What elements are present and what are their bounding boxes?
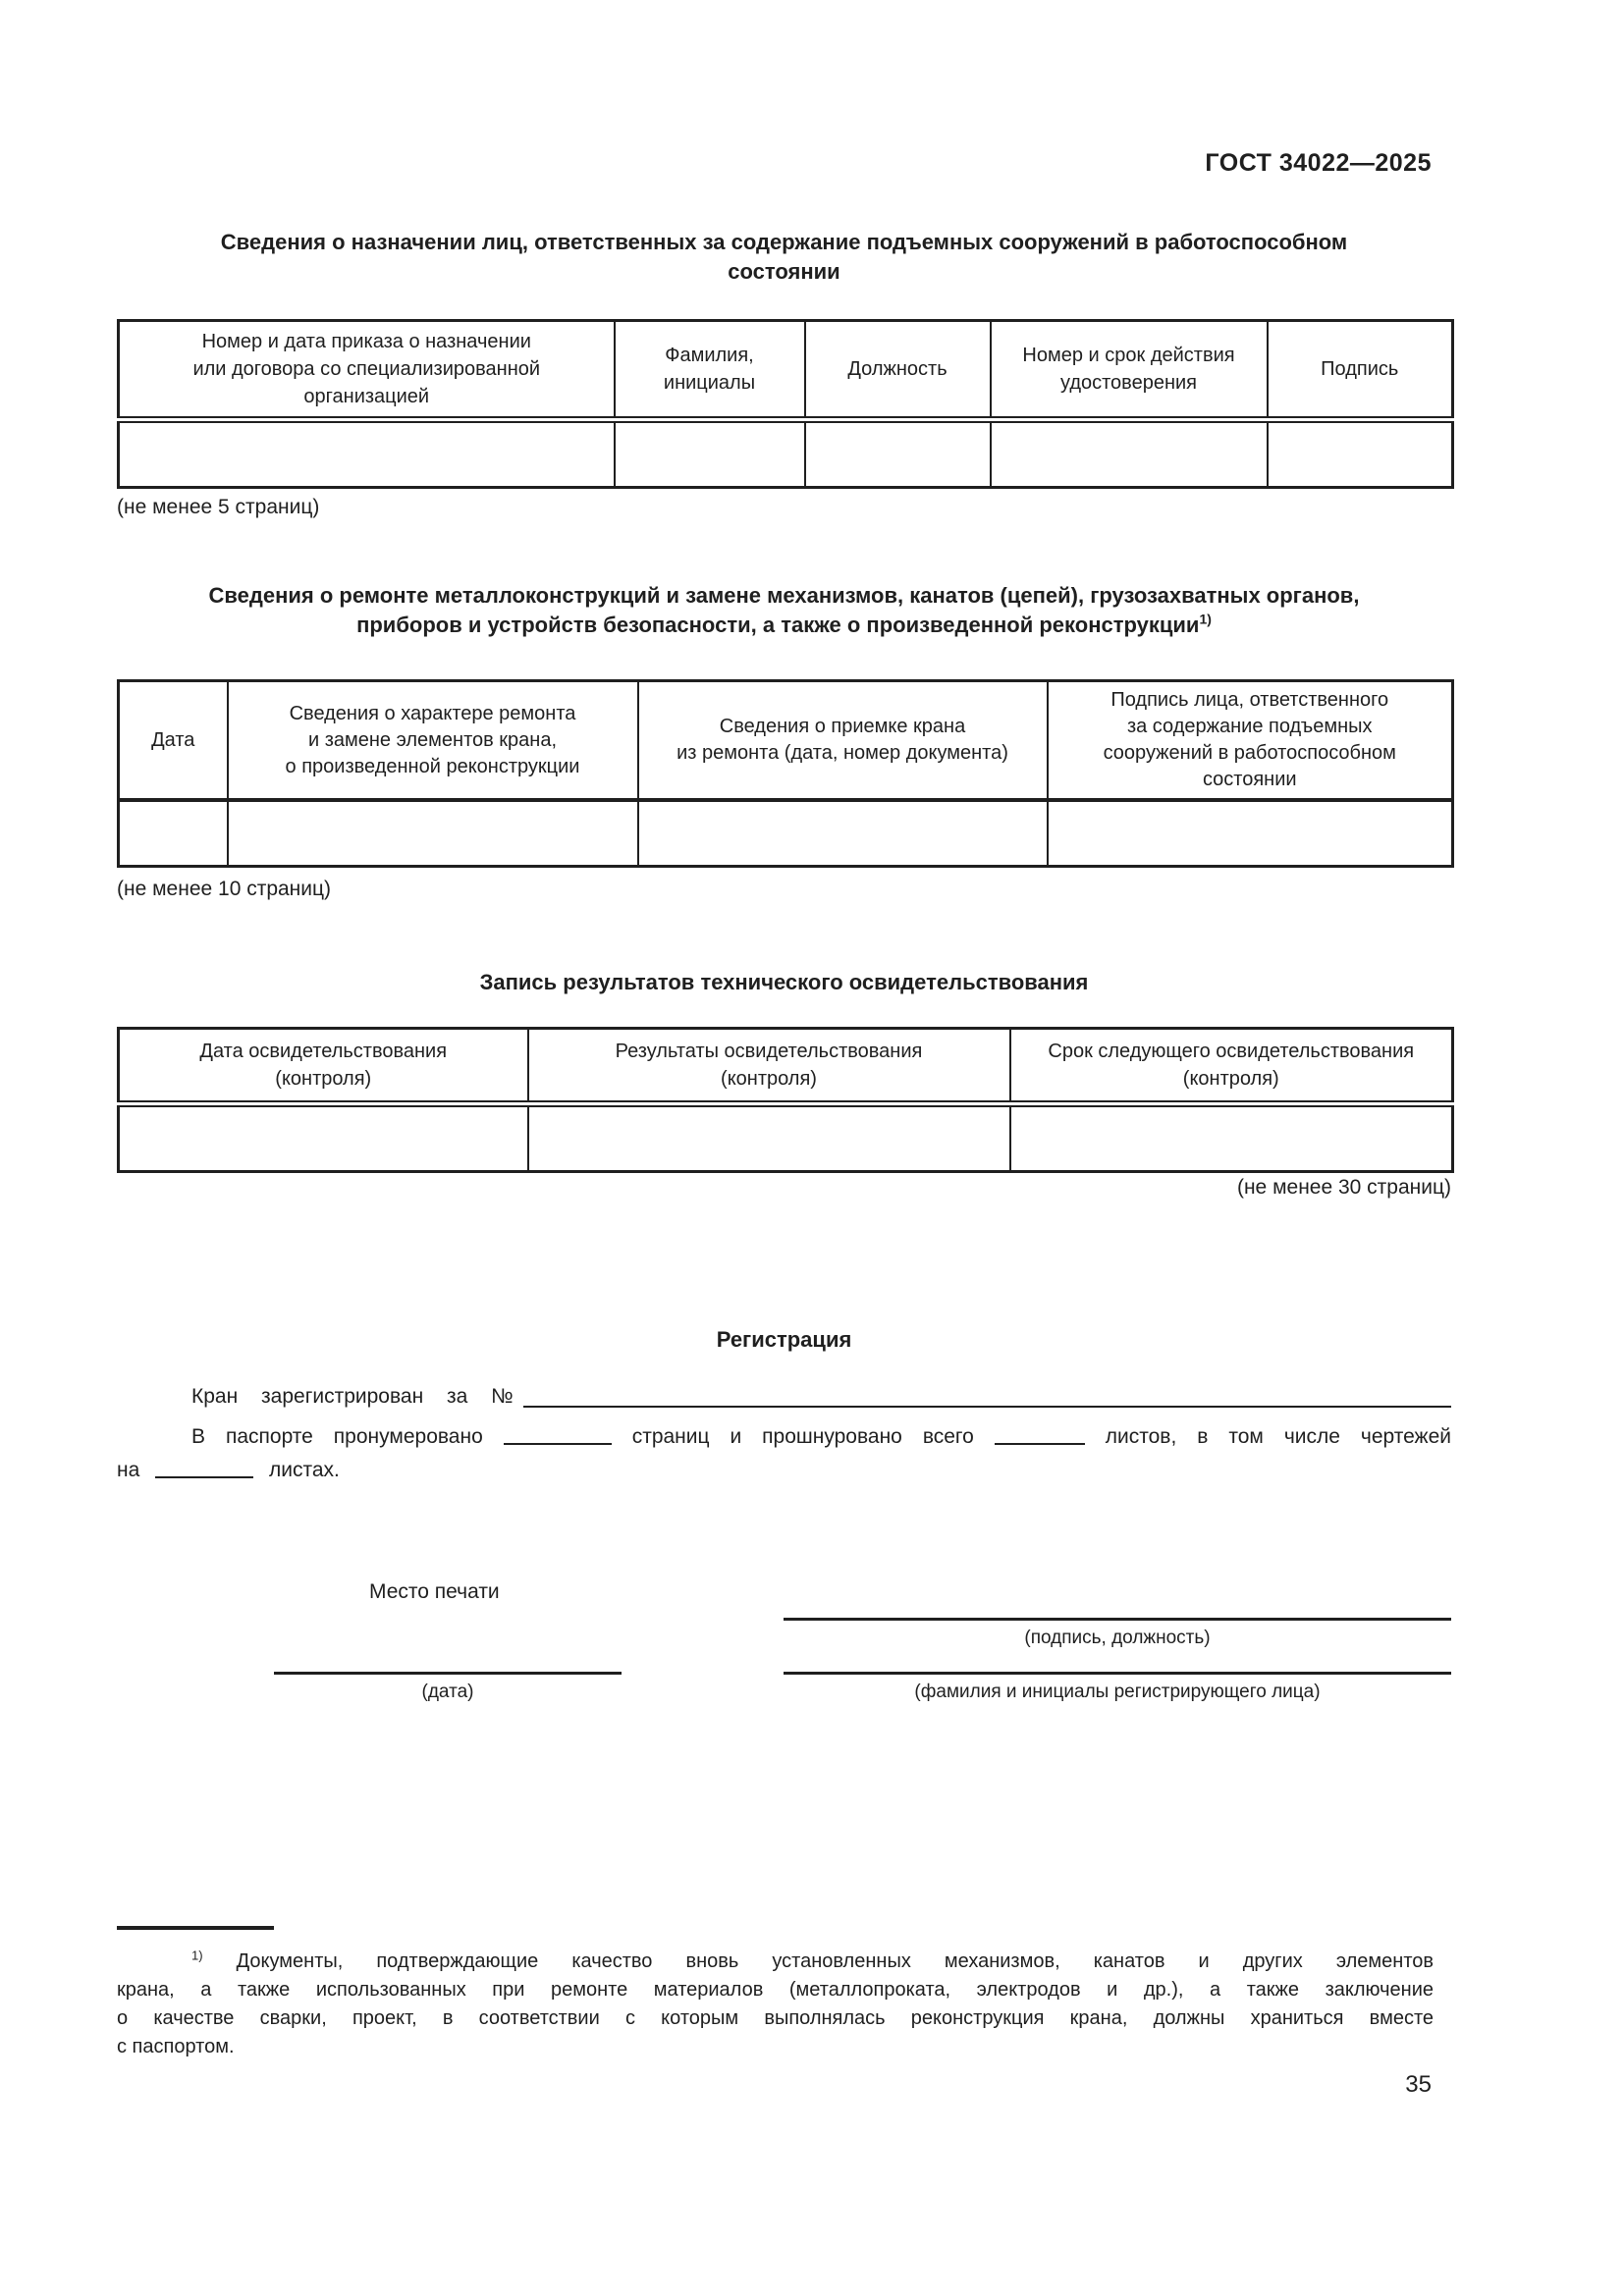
empty-cell: [1048, 800, 1453, 867]
empty-cell: [1268, 420, 1453, 488]
footnote-line: $^{1)}$ Документы, подтверждающие качество вновь установленных механизмов, канатов и других элементов: [191, 1948, 1434, 1972]
empty-cell: [991, 420, 1268, 488]
footnote-text: [117, 1948, 1434, 2061]
signature-line: [784, 1618, 1451, 1621]
sheets-count-blank: [995, 1419, 1085, 1445]
section-title-repairs: [117, 581, 1451, 640]
section-title-line: Сведения о назначении лиц, ответственных за содержание подъемных сооружений в работоспособном: [220, 230, 1348, 254]
registration-pages-line: [117, 1417, 1451, 1452]
table-header-row: [119, 321, 1453, 420]
sheets-laced-label: страниц и прошнуровано всего: [631, 1425, 974, 1448]
column-header-date: Дата: [119, 681, 228, 801]
column-header-repair-nature: Сведения о характере ремонта и замене элементов крана, о произведенной реконструкции: [228, 681, 638, 801]
column-header-examination-results: Результаты освидетельствования (контроля): [528, 1029, 1010, 1104]
pages-count-blank: [504, 1419, 612, 1445]
date-caption: (дата): [421, 1682, 474, 1702]
drawings-label: листов, в том числе чертежей: [1105, 1425, 1452, 1448]
examinations-table: [117, 1027, 1454, 1173]
standard-designation: ГОСТ 34022—2025: [1205, 149, 1432, 177]
empty-cell: [119, 800, 228, 867]
empty-cell: [528, 1104, 1010, 1172]
pages-numbered-label: В паспорте пронумеровано: [191, 1425, 483, 1448]
column-header-signature: Подпись: [1268, 321, 1453, 420]
column-header-order-number: Номер и дата приказа о назначении или договора со специализированной организацией: [119, 321, 615, 420]
empty-cell: [119, 1104, 528, 1172]
empty-cell: [638, 800, 1048, 867]
empty-cell: [805, 420, 991, 488]
table-header-row: [119, 681, 1453, 801]
column-header-next-examination: Срок следующего освидетельствования (контроля): [1010, 1029, 1453, 1104]
date-line: [274, 1672, 622, 1675]
page-number: 35: [1405, 2071, 1432, 2098]
empty-cell: [615, 420, 805, 488]
registration-title: Регистрация: [716, 1327, 852, 1352]
registration-number-label: Кран зарегистрирован за №: [191, 1385, 514, 1408]
column-header-acceptance: Сведения о приемке крана из ремонта (дата, номер документа): [638, 681, 1048, 801]
empty-table-row: [119, 420, 1453, 488]
pages-note-repairs: (не менее 10 страниц): [117, 878, 332, 900]
footnote-line: с паспортом.: [117, 2036, 235, 2057]
registration-number-blank: [523, 1405, 1451, 1408]
column-header-surname: Фамилия, инициалы: [615, 321, 805, 420]
pages-note-examinations: (не менее 30 страниц): [1236, 1176, 1451, 1199]
column-header-certificate: Номер и срок действия удостоверения: [991, 321, 1268, 420]
registrar-name-line: [784, 1672, 1451, 1675]
appointed-persons-table: [117, 319, 1454, 489]
column-header-examination-date: Дата освидетельствования (контроля): [119, 1029, 528, 1104]
empty-table-row: [119, 800, 1453, 867]
footnote-marker: 1): [191, 1948, 203, 1963]
registration-number-line: [117, 1382, 1451, 1412]
column-header-responsible-signature: Подпись лица, ответственного за содержание подъемных сооружений в работоспособном состоянии: [1048, 681, 1453, 801]
section-title-appointed-persons: [117, 228, 1451, 287]
section-title-line: состоянии: [728, 259, 840, 284]
on-label: на: [117, 1459, 140, 1481]
footnote-line: крана, а также использованных при ремонте материалов (металлопроката, электродов и др.), а также заключение: [117, 1979, 1434, 2001]
drawing-sheets-blank: [155, 1453, 253, 1478]
section-title-line: Сведения о ремонте металлоконструкций и замене механизмов, канатов (цепей), грузозахватных органов,: [208, 583, 1360, 608]
empty-cell: [228, 800, 638, 867]
stamp-place-label: Место печати: [369, 1580, 500, 1603]
table-header-row: [119, 1029, 1453, 1104]
registration-drawings-line: [117, 1451, 1451, 1485]
empty-table-row: [119, 1104, 1453, 1172]
signature-caption: (подпись, должность): [1024, 1628, 1211, 1648]
sheets-label: листах.: [268, 1459, 340, 1481]
empty-cell: [1010, 1104, 1453, 1172]
section-title-line: приборов и устройств безопасности, а также о произведенной реконструкции$^{1)}$: [356, 611, 1212, 637]
column-header-position: Должность: [805, 321, 991, 420]
footnote-separator: [117, 1926, 274, 1930]
section-title-examinations: Запись результатов технического освидетельствования: [479, 970, 1089, 994]
registrar-name-caption: (фамилия и инициалы регистрирующего лица): [914, 1682, 1321, 1702]
footnote-line: о качестве сварки, проект, в соответствии с которым выполнялась реконструкция крана, должны храниться вместе: [117, 2007, 1434, 2029]
repairs-table: [117, 679, 1454, 868]
footnote-reference: 1): [1199, 611, 1212, 627]
empty-cell: [119, 420, 615, 488]
pages-note-appointed: (не менее 5 страниц): [117, 496, 320, 518]
